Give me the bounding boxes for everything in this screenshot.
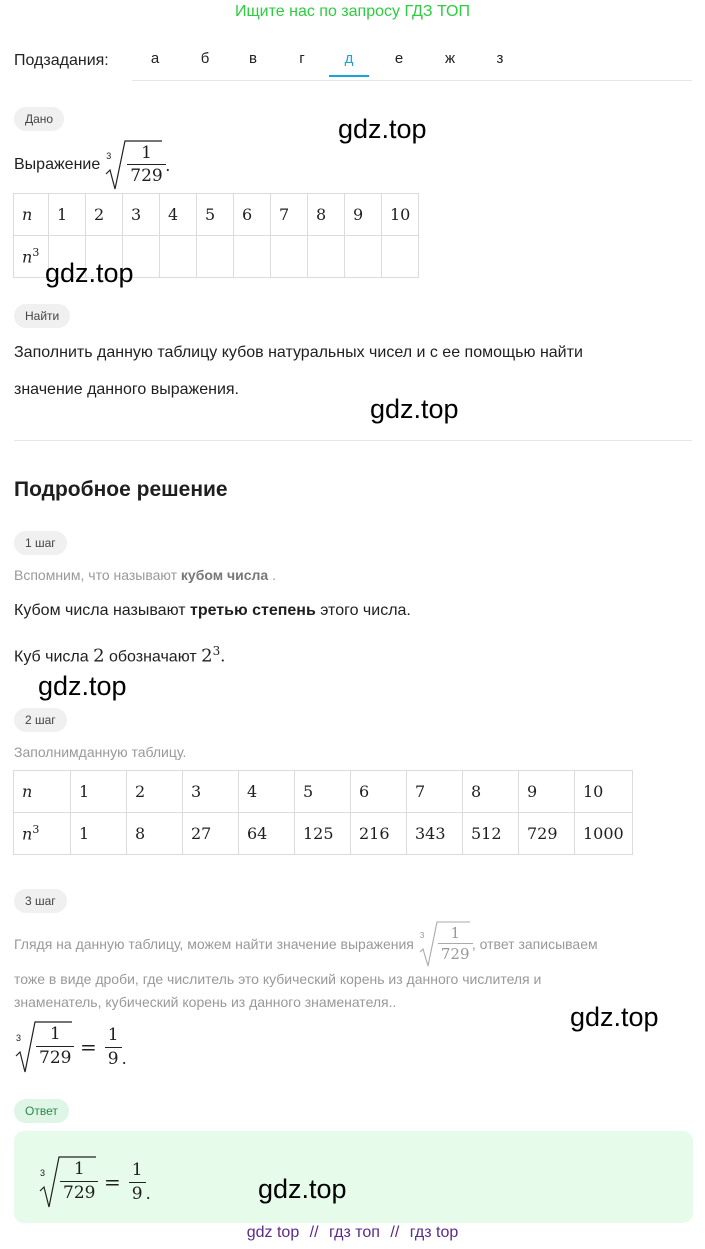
table-row — [14, 813, 633, 855]
table-cell: 3 — [183, 771, 239, 813]
step1-cube: Куб числа 2 обозначают $2^3$. — [14, 644, 226, 667]
tab-g[interactable]: г — [299, 50, 305, 67]
promo-text: Ищите нас по запросу ГДЗ ТОП — [235, 3, 470, 20]
watermark: gdz.top — [38, 671, 127, 701]
table-cell: 64 — [239, 813, 295, 855]
table-cell — [271, 236, 308, 278]
watermark: gdz.top — [338, 114, 427, 144]
table-cell: 27 — [183, 813, 239, 855]
subtasks-label: Подзадания: — [14, 52, 109, 69]
cube-root — [104, 139, 164, 191]
watermark: gdz.top — [45, 258, 134, 288]
footer-link[interactable]: gdz top — [246, 1224, 300, 1241]
table-cell: 9 — [519, 771, 575, 813]
watermark: gdz.top — [570, 1002, 659, 1032]
given-fraction — [127, 142, 165, 187]
result-fraction: $\frac{1}{9}$ — [105, 1024, 122, 1071]
cube-root: 3 $\frac{1}{729}$ — [38, 1155, 98, 1209]
footer-links — [0, 1224, 705, 1242]
table-cell: n — [14, 194, 49, 236]
tab-e[interactable]: е — [394, 50, 404, 67]
footer-link[interactable]: гдз top — [409, 1224, 459, 1241]
table-cell: 1000 — [575, 813, 633, 855]
solution-title: Подробное решение — [14, 478, 228, 501]
table-cell: 1 — [71, 813, 127, 855]
table-cell: 216 — [351, 813, 407, 855]
watermark: gdz.top — [258, 1174, 347, 1204]
given-intro: Выражение — [14, 156, 101, 173]
table-cell: 5 — [295, 771, 351, 813]
table-cell: 7 — [407, 771, 463, 813]
tab-a[interactable]: а — [150, 50, 160, 67]
step1-text: Кубом числа называют третью степень этого числа. — [14, 602, 411, 619]
step3-badge: 3 шаг — [14, 889, 67, 913]
find-line-1: Заполнить данную таблицу кубов натуральных чисел и с ее помощью найти — [14, 344, 583, 361]
footer-link[interactable]: гдз топ — [329, 1224, 380, 1241]
table-cell: n — [14, 771, 71, 813]
table-cell: 4 — [160, 194, 197, 236]
table-cell: 512 — [463, 813, 519, 855]
footer-separator: // — [390, 1224, 400, 1241]
subtasks-tabs — [132, 44, 692, 81]
table-cell: 6 — [351, 771, 407, 813]
table-cell: 8 — [463, 771, 519, 813]
table-cell: 10 — [575, 771, 633, 813]
step3-result: 3 $\frac{1}{729}$ = $\frac{1}{9}$ . — [14, 1018, 127, 1076]
watermark: gdz.top — [370, 394, 459, 424]
answer-badge: Ответ — [14, 1099, 69, 1123]
step3-hint-line-1: Глядя на данную таблицу, можем найти значение выражения 3 $\frac{1}{729}$ , ответ записываем — [14, 918, 598, 970]
given-expression: Выражение 3 $\frac{1}{729}$ . — [14, 138, 170, 192]
table-cell: $n^3$ — [14, 236, 49, 278]
table-cell: 9 — [345, 194, 382, 236]
table-cell: 729 — [519, 813, 575, 855]
root-index: 3 — [106, 151, 112, 161]
tab-v[interactable]: в — [249, 50, 257, 67]
footer-separator: // — [309, 1224, 319, 1241]
step3-hint-line-2: тоже в виде дроби, где числитель это кубический корень из данного числителя и — [14, 971, 542, 987]
table-cell: 125 — [295, 813, 351, 855]
cube-root: 3 $\frac{1}{729}$ — [14, 1020, 74, 1074]
answer-expression: 3 $\frac{1}{729}$ = $\frac{1}{9}$ . — [38, 1153, 151, 1211]
table-cell — [382, 236, 419, 278]
table-cell — [197, 236, 234, 278]
table-cell: 1 — [49, 194, 86, 236]
table-cell: 8 — [308, 194, 345, 236]
tab-zh[interactable]: ж — [444, 50, 456, 67]
cubes-table — [13, 770, 633, 855]
table-cell — [308, 236, 345, 278]
tab-z[interactable]: з — [496, 50, 504, 67]
cube-root: 3 $\frac{1}{729}$ — [418, 920, 472, 968]
table-row — [14, 771, 633, 813]
step3-hint-line-3: знаменатель, кубический корень из данного знаменателя.. — [14, 994, 397, 1010]
table-cell: 3 — [123, 194, 160, 236]
table-cell — [160, 236, 197, 278]
table-cell: 1 — [71, 771, 127, 813]
table-cell: 7 — [271, 194, 308, 236]
table-cell: 343 — [407, 813, 463, 855]
tab-d[interactable]: д — [329, 50, 369, 77]
table-cell: 10 — [382, 194, 419, 236]
table-cell: 2 — [127, 771, 183, 813]
table-cell: 6 — [234, 194, 271, 236]
fraction-denominator: 729 — [127, 164, 165, 187]
step2-badge: 2 шаг — [14, 708, 67, 732]
find-line-2: значение данного выражения. — [14, 381, 239, 398]
divider — [14, 440, 692, 441]
table-cell: 2 — [86, 194, 123, 236]
fraction-numerator: 1 — [141, 143, 152, 163]
table-cell — [345, 236, 382, 278]
table-cell: $n^3$ — [14, 813, 71, 855]
given-badge: Дано — [14, 107, 64, 131]
table-cell — [234, 236, 271, 278]
step1-badge: 1 шаг — [14, 531, 67, 555]
table-row — [14, 194, 419, 236]
table-cell: 5 — [197, 194, 234, 236]
table-cell: 4 — [239, 771, 295, 813]
tab-b[interactable]: б — [200, 50, 210, 67]
table-cell: 8 — [127, 813, 183, 855]
step1-hint: Вспомним, что называют кубом числа . — [14, 567, 276, 583]
step2-hint: Заполнимданную таблицу. — [14, 744, 187, 760]
find-badge: Найти — [14, 304, 70, 328]
